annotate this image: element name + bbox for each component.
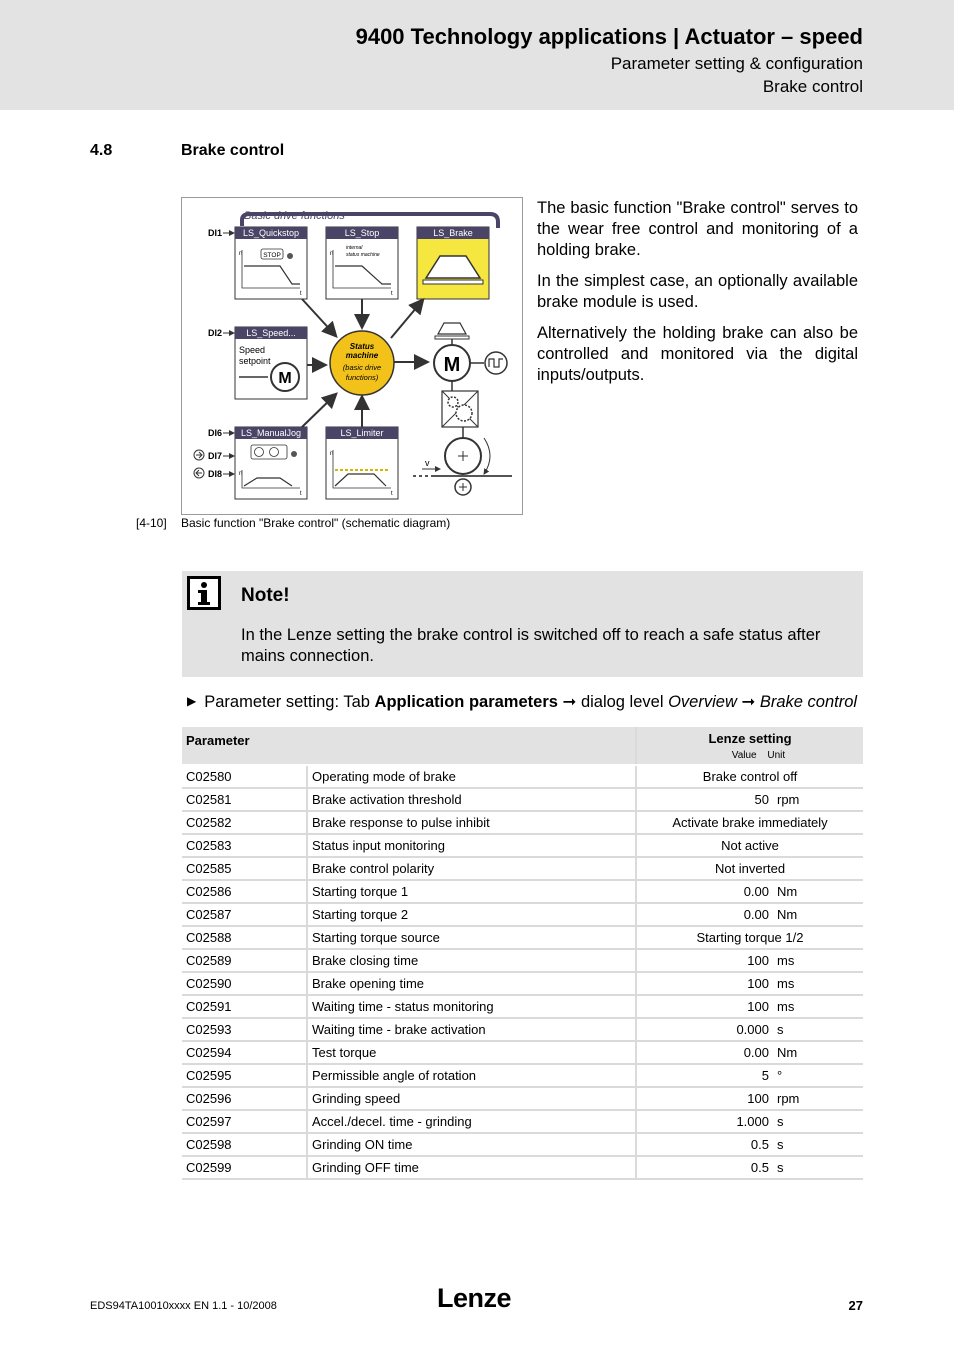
brake-symbol <box>435 323 469 345</box>
param-value: 0.00 <box>636 880 775 903</box>
svg-text:t: t <box>300 491 302 497</box>
instr-level-1: Overview <box>668 693 737 711</box>
param-name: Waiting time - brake activation <box>307 1018 636 1041</box>
block-limiter <box>326 427 398 499</box>
param-code: C02590 <box>182 972 307 995</box>
table-row <box>182 903 863 926</box>
param-name: Starting torque source <box>307 926 636 949</box>
param-code: C02589 <box>182 949 307 972</box>
bullet-triangle-icon: ▶ <box>187 694 197 708</box>
table-row <box>182 1064 863 1087</box>
block-speed <box>235 327 307 399</box>
table-row <box>182 811 863 834</box>
param-code: C02598 <box>182 1133 307 1156</box>
encoder-icon <box>485 352 507 374</box>
param-code: C02588 <box>182 926 307 949</box>
param-code: C02581 <box>182 788 307 811</box>
input-di7: DI7 <box>208 451 223 461</box>
caption-number: [4-10] <box>136 516 167 530</box>
figure-caption <box>136 516 451 530</box>
svg-text:n: n <box>330 451 334 457</box>
figure-title: Basic drive functions <box>244 210 345 222</box>
note-title: Note! <box>241 585 290 606</box>
svg-text:M: M <box>278 370 292 387</box>
table-row <box>182 1041 863 1064</box>
stop-badge: STOP <box>263 252 281 259</box>
table-row <box>182 1110 863 1133</box>
drive-wheel <box>410 438 512 495</box>
table-body <box>182 765 863 1179</box>
param-unit: s <box>775 1110 863 1133</box>
param-value: 100 <box>636 972 775 995</box>
param-name: Test torque <box>307 1041 636 1064</box>
param-code: C02586 <box>182 880 307 903</box>
svg-text:Speed: Speed <box>239 345 266 355</box>
header-parameter: Parameter <box>182 727 636 765</box>
param-code: C02582 <box>182 811 307 834</box>
param-value: Not inverted <box>636 857 863 880</box>
svg-text:Status: Status <box>349 342 375 351</box>
param-unit: s <box>775 1156 863 1179</box>
param-code: C02594 <box>182 1041 307 1064</box>
table-header-row <box>182 727 863 765</box>
status-machine <box>330 331 394 395</box>
param-name: Permissible angle of rotation <box>307 1064 636 1087</box>
header-lenze-label: Lenze setting <box>708 731 792 746</box>
header-value: Value <box>731 750 757 761</box>
instr-tab: Application parameters <box>374 693 558 711</box>
param-unit: Nm <box>775 903 863 926</box>
caption-text: Basic function "Brake control" (schematic diagram) <box>181 516 451 530</box>
table-row <box>182 926 863 949</box>
param-unit: Nm <box>775 1041 863 1064</box>
param-code: C02596 <box>182 1087 307 1110</box>
table-row <box>182 972 863 995</box>
input-di8: DI8 <box>208 469 223 479</box>
header-subtitle-1: Parameter setting & configuration <box>610 54 863 73</box>
table-row <box>182 1133 863 1156</box>
svg-text:t: t <box>391 491 393 497</box>
param-unit: Nm <box>775 880 863 903</box>
svg-text:LS_ManualJog: LS_ManualJog <box>240 428 302 438</box>
note-box <box>182 571 863 677</box>
param-name: Grinding OFF time <box>307 1156 636 1179</box>
table-row <box>182 857 863 880</box>
param-value: 0.00 <box>636 1041 775 1064</box>
param-value: Not active <box>636 834 863 857</box>
svg-text:functions): functions) <box>345 373 379 382</box>
param-unit: ms <box>775 995 863 1018</box>
svg-text:(basic drive: (basic drive <box>342 363 382 372</box>
svg-text:status machine: status machine <box>346 252 380 258</box>
header-subtitle-2: Brake control <box>762 77 863 96</box>
param-value: 0.5 <box>636 1156 775 1179</box>
table-row <box>182 949 863 972</box>
svg-text:n: n <box>239 251 243 257</box>
table-row <box>182 880 863 903</box>
param-name: Brake control polarity <box>307 857 636 880</box>
parameter-table <box>182 727 863 1180</box>
header-lenze-setting <box>636 727 863 765</box>
block-manualjog <box>235 427 307 499</box>
param-code: C02595 <box>182 1064 307 1087</box>
param-unit: s <box>775 1018 863 1041</box>
svg-text:LS_Speed...: LS_Speed... <box>246 328 296 338</box>
param-value: 5 <box>636 1064 775 1087</box>
param-code: C02599 <box>182 1156 307 1179</box>
param-unit: ms <box>775 949 863 972</box>
section-number: 4.8 <box>90 142 113 159</box>
param-name: Grinding ON time <box>307 1133 636 1156</box>
table-row <box>182 1156 863 1179</box>
table-row <box>182 995 863 1018</box>
block-stop <box>326 227 398 299</box>
arrow-icon: ➞ <box>562 693 577 711</box>
param-value: 0.000 <box>636 1018 775 1041</box>
info-icon <box>187 576 221 610</box>
param-name: Grinding speed <box>307 1087 636 1110</box>
lenze-logo: Lenze <box>437 1283 512 1313</box>
svg-text:n: n <box>330 251 334 257</box>
param-unit: rpm <box>775 788 863 811</box>
param-code: C02585 <box>182 857 307 880</box>
param-unit: ms <box>775 972 863 995</box>
param-name: Brake response to pulse inhibit <box>307 811 636 834</box>
svg-text:v: v <box>425 458 430 468</box>
param-name: Waiting time - status monitoring <box>307 995 636 1018</box>
param-code: C02597 <box>182 1110 307 1133</box>
param-name: Starting torque 2 <box>307 903 636 926</box>
schematic-diagram <box>182 198 522 514</box>
section-title: Brake control <box>181 142 285 159</box>
param-value: 1.000 <box>636 1110 775 1133</box>
param-value: 100 <box>636 995 775 1018</box>
svg-text:t: t <box>391 291 393 297</box>
page-number: 27 <box>848 1298 863 1313</box>
input-di6: DI6 <box>208 428 223 438</box>
svg-text:M: M <box>443 354 461 376</box>
table-row <box>182 1018 863 1041</box>
svg-text:n: n <box>239 471 243 477</box>
param-name: Starting torque 1 <box>307 880 636 903</box>
param-value: Starting torque 1/2 <box>636 926 863 949</box>
block-quickstop <box>235 227 307 299</box>
motor <box>434 345 507 391</box>
header-unit: Unit <box>767 750 786 761</box>
parameter-instruction <box>187 692 857 712</box>
intro-text <box>537 198 858 396</box>
param-unit: rpm <box>775 1087 863 1110</box>
intro-paragraph: In the simplest case, an optionally available brake module is used. <box>537 272 858 311</box>
instr-middle: dialog level <box>580 693 664 711</box>
header-title: 9400 Technology applications | Actuator – speed <box>355 24 863 49</box>
svg-text:machine: machine <box>345 351 379 360</box>
block-brake <box>417 227 489 299</box>
brake-control-diagram <box>181 197 523 515</box>
param-code: C02593 <box>182 1018 307 1041</box>
param-code: C02580 <box>182 765 307 788</box>
svg-text:LS_Quickstop: LS_Quickstop <box>242 228 300 238</box>
param-value: 0.5 <box>636 1133 775 1156</box>
input-di2: DI2 <box>208 328 223 338</box>
footer-doc-id: EDS94TA10010xxxx EN 1.1 - 10/2008 <box>90 1300 277 1312</box>
param-name: Brake opening time <box>307 972 636 995</box>
table-row <box>182 1087 863 1110</box>
note-text: In the Lenze setting the brake control is switched off to reach a safe status after mains connection. <box>241 626 821 665</box>
param-name: Accel./decel. time - grinding <box>307 1110 636 1133</box>
param-name: Brake activation threshold <box>307 788 636 811</box>
svg-text:setpoint: setpoint <box>239 356 271 366</box>
param-unit: ° <box>775 1064 863 1087</box>
header-subcols <box>641 750 859 761</box>
param-value: 50 <box>636 788 775 811</box>
table-row <box>182 765 863 788</box>
param-value: Brake control off <box>636 765 863 788</box>
param-value: Activate brake immediately <box>636 811 863 834</box>
param-name: Brake closing time <box>307 949 636 972</box>
instr-level-2: Brake control <box>759 693 858 711</box>
svg-text:LS_Limiter: LS_Limiter <box>340 428 384 438</box>
instr-prefix: Parameter setting: Tab <box>204 693 370 711</box>
param-value: 100 <box>636 1087 775 1110</box>
gearbox-icon <box>442 391 478 427</box>
svg-text:t: t <box>300 291 302 297</box>
param-code: C02583 <box>182 834 307 857</box>
param-code: C02587 <box>182 903 307 926</box>
table-row <box>182 788 863 811</box>
input-di1: DI1 <box>208 228 223 238</box>
param-value: 100 <box>636 949 775 972</box>
param-code: C02591 <box>182 995 307 1018</box>
table-row <box>182 834 863 857</box>
arrow-icon: ➞ <box>741 693 756 711</box>
svg-text:internal: internal <box>346 245 363 251</box>
param-name: Status input monitoring <box>307 834 636 857</box>
param-unit: s <box>775 1133 863 1156</box>
param-name: Operating mode of brake <box>307 765 636 788</box>
svg-text:LS_Brake: LS_Brake <box>433 228 473 238</box>
svg-text:LS_Stop: LS_Stop <box>344 228 380 238</box>
intro-paragraph: Alternatively the holding brake can also be controlled and monitored via the digital inputs/outputs. <box>537 324 858 384</box>
page-header <box>0 0 954 110</box>
intro-paragraph: The basic function "Brake control" serves to the wear free control and monitoring of a holding brake. <box>537 199 858 259</box>
param-value: 0.00 <box>636 903 775 926</box>
